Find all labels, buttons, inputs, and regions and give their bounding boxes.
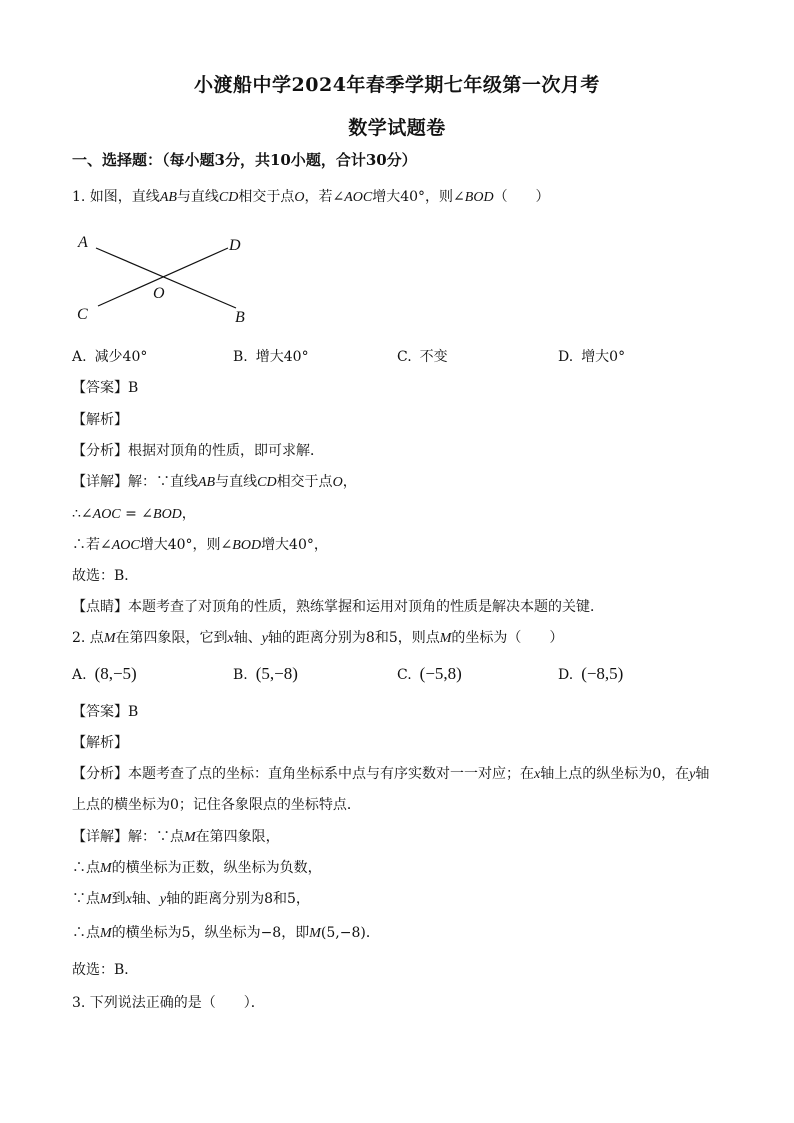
exam-subtitle: 数学试题卷 [348, 117, 446, 139]
q1-fenxi: 【分析】根据对顶角的性质，即可求解． [72, 443, 324, 459]
q2-option-b: B. (5,−8) [233, 664, 298, 683]
q1-detail-1: 【详解】解：∵直线AB与直线CD相交于点O， [72, 474, 357, 490]
q2-detail-4: ∴点M的横坐标为5，纵坐标为−8，即M(5,−8)． [72, 925, 380, 941]
q1-option-a: A. 减少40° [72, 349, 148, 365]
q2-detail-2: ∴点M的横坐标为正数，纵坐标为负数， [72, 860, 322, 876]
q2-analysis-heading: 【解析】 [72, 735, 128, 751]
exam-title: 小渡船中学2024年春季学期七年级第一次月考 [194, 74, 600, 96]
q2-fenxi-2: 上点的横坐标为0；记住各象限点的坐标特点． [72, 797, 361, 813]
line-ab [96, 248, 236, 308]
q2-choose: 故选：B． [72, 962, 139, 978]
q1-answer: 【答案】B [72, 380, 139, 396]
q1-option-c: C. 不变 [397, 349, 448, 365]
q1-stem: 1. 如图，直线AB与直线CD相交于点O，若∠AOC增大40°，则∠BOD（ ） [72, 189, 550, 205]
label-d: D [229, 237, 241, 254]
q3-stem: 3. 下列说法正确的是（ ）． [72, 995, 265, 1011]
label-a: A [78, 234, 88, 251]
q1-option-d: D. 增大0° [558, 349, 626, 365]
q2-detail-1: 【详解】解：∵点M在第四象限， [72, 829, 280, 845]
label-c: C [77, 306, 88, 323]
q2-fenxi-1: 【分析】本题考查了点的坐标：直角坐标系中点与有序实数对一一对应；在x轴上点的纵坐标为0，在y轴 [72, 766, 710, 782]
q2-stem: 2. 点M在第四象限，它到x轴、y轴的距离分别为8和5，则点M的坐标为（ ） [72, 630, 564, 646]
q1-analysis-heading: 【解析】 [72, 412, 128, 428]
q2-option-c: C. (−5,8) [397, 664, 462, 683]
label-o: O [153, 285, 165, 302]
q1-choose: 故选：B． [72, 568, 139, 584]
q1-dianjing: 【点睛】本题考查了对顶角的性质，熟练掌握和运用对顶角的性质是解决本题的关键． [72, 599, 604, 615]
section-heading: 一、选择题：（每小题3分，共10小题，合计30分） [72, 151, 417, 169]
q2-answer: 【答案】B [72, 704, 139, 720]
q1-detail-2: ∴∠AOC = ∠BOD， [72, 506, 196, 522]
q2-detail-3: ∵点M到x轴、y轴的距离分别为8和5， [72, 891, 310, 907]
q1-option-b: B. 增大40° [233, 349, 309, 365]
q2-option-a: A. (8,−5) [72, 664, 137, 683]
label-b: B [235, 309, 245, 326]
q2-option-d: D. (−8,5) [558, 664, 624, 683]
q1-detail-3: ∴若∠AOC增大40°，则∠BOD增大40°， [72, 537, 328, 553]
q1-figure [70, 228, 260, 328]
